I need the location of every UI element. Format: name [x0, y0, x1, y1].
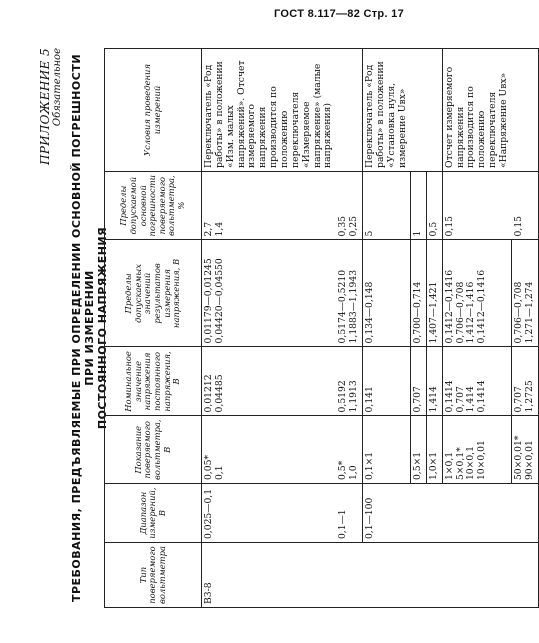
- cell-error: 0,15: [512, 171, 539, 240]
- cell-error: 0,5: [426, 171, 442, 240]
- table-row: [336, 49, 362, 608]
- cell-nominal: 0,141: [363, 347, 411, 416]
- table-title-line1: ТРЕБОВАНИЯ, ПРЕДЪЯВЛЯЕМЫЕ ПРИ ОПРЕДЕЛЕНИИ ОСНОВНОЙ ПОГРЕШНОСТИ ПРИ ИЗМЕРЕНИИ: [70, 53, 97, 603]
- cell-range: [426, 484, 442, 543]
- cell-nominal: 0,707 1,2725: [512, 347, 539, 416]
- cell-limits: 0,706—0,708 1,271—1,274: [512, 240, 539, 347]
- cell-conditions: Переключатель «Род работы» в положении «Установка нуля, измерение Uвх»: [363, 49, 411, 172]
- table-row: [426, 49, 442, 608]
- cell-type: [512, 543, 539, 608]
- appendix-label: [38, 48, 63, 165]
- cell-range: 0,1—1: [336, 484, 362, 543]
- cell-reading: 0,5* 1,0: [336, 416, 362, 484]
- table-row: [442, 49, 512, 608]
- cell-type: В3-8: [202, 543, 337, 608]
- cell-limits: 0,01179—0,01245 0,04420—0,04550: [202, 240, 337, 347]
- header-range: Диапазон измерений, В: [105, 484, 202, 543]
- cell-range: [512, 484, 539, 543]
- cell-conditions: [336, 49, 362, 172]
- cell-nominal: 0,707: [410, 347, 426, 416]
- cell-conditions: [426, 49, 442, 172]
- cell-conditions: Переключатель «Род работы» в положении «Изм. малых напряжений». Отсчет измеряемого напряжения производится по положению переключателя «Измеряемое напряжение» (малые напряжения): [202, 49, 337, 172]
- cell-type: [336, 543, 362, 608]
- cell-type: [363, 543, 411, 608]
- cell-range: 0,1—100: [363, 484, 411, 543]
- cell-reading: 1×0,1 5×0,1* 10×0,1 10×0,01: [442, 416, 512, 484]
- cell-error: 0,15: [442, 171, 512, 240]
- table-row: [202, 49, 337, 608]
- header-voltmeter-type: Тип поверяемого вольтметра: [105, 543, 202, 608]
- cell-error: 5: [363, 171, 411, 240]
- cell-nominal: 0,5192 1,1913: [336, 347, 362, 416]
- table-header-row: [105, 49, 202, 608]
- cell-range: [410, 484, 426, 543]
- cell-conditions: [512, 49, 539, 172]
- cell-limits: 1,407—1,421: [426, 240, 442, 347]
- table-row: [363, 49, 411, 608]
- header-reading: Показание поверяемого вольтметра, В: [105, 416, 202, 484]
- cell-nominal: 0,1414 0,707 1,414 0,1414: [442, 347, 512, 416]
- table-title-line2: ПОСТОЯННОГО НАПРЯЖЕНИЯ: [96, 226, 110, 430]
- page-header: ГОСТ 8.117—82 Стр. 17: [273, 8, 404, 20]
- cell-error: 0,35 0,25: [336, 171, 362, 240]
- header-error: Пределы допускаемой основной погрешности поверяемого вольтметра, %: [105, 171, 202, 240]
- cell-type: [442, 543, 512, 608]
- appendix-title: ПРИЛОЖЕНИЕ 5: [38, 48, 52, 166]
- cell-nominal: 0,01212 0,04485: [202, 347, 337, 416]
- cell-conditions: [410, 49, 426, 172]
- table-row: [512, 49, 539, 608]
- rotated-page-content: [30, 48, 536, 608]
- appendix-note: Обязательное: [52, 48, 63, 127]
- cell-reading: 0,1×1: [363, 416, 411, 484]
- header-limits: Пределы допускаемых значений результатов измерения напряжения, В: [105, 240, 202, 347]
- cell-range: [442, 484, 512, 543]
- cell-reading: 1,0×1: [426, 416, 442, 484]
- cell-limits: 0,1412—0,1416 0,706—0,708 1,412—1,416 0,1412—0,1416: [442, 240, 512, 347]
- cell-reading: 0,5×1: [410, 416, 426, 484]
- requirements-table: [104, 48, 539, 608]
- cell-limits: 0,5174—0,5210 1,1883—1,1943: [336, 240, 362, 347]
- cell-type: [426, 543, 442, 608]
- cell-reading: 0,05* 0,1: [202, 416, 337, 484]
- cell-limits: 0,700—0,714: [410, 240, 426, 347]
- cell-error: 1: [410, 171, 426, 240]
- cell-error: 2,7 1,4: [202, 171, 337, 240]
- table-row: [410, 49, 426, 608]
- cell-type: [410, 543, 426, 608]
- cell-reading: 50×0,01* 90×0,01: [512, 416, 539, 484]
- header-nominal: Номинальное значение напряжения постоянного напряжения, В: [105, 347, 202, 416]
- cell-range: 0,025—0,1: [202, 484, 337, 543]
- cell-limits: 0,134—0,148: [363, 240, 411, 347]
- cell-conditions: Отсчет измеряемого напряжения производится по положению переключателя «Напряжение Uвх»: [442, 49, 512, 172]
- header-conditions: Условия проведения измерений: [105, 49, 202, 172]
- cell-nominal: 1,414: [426, 347, 442, 416]
